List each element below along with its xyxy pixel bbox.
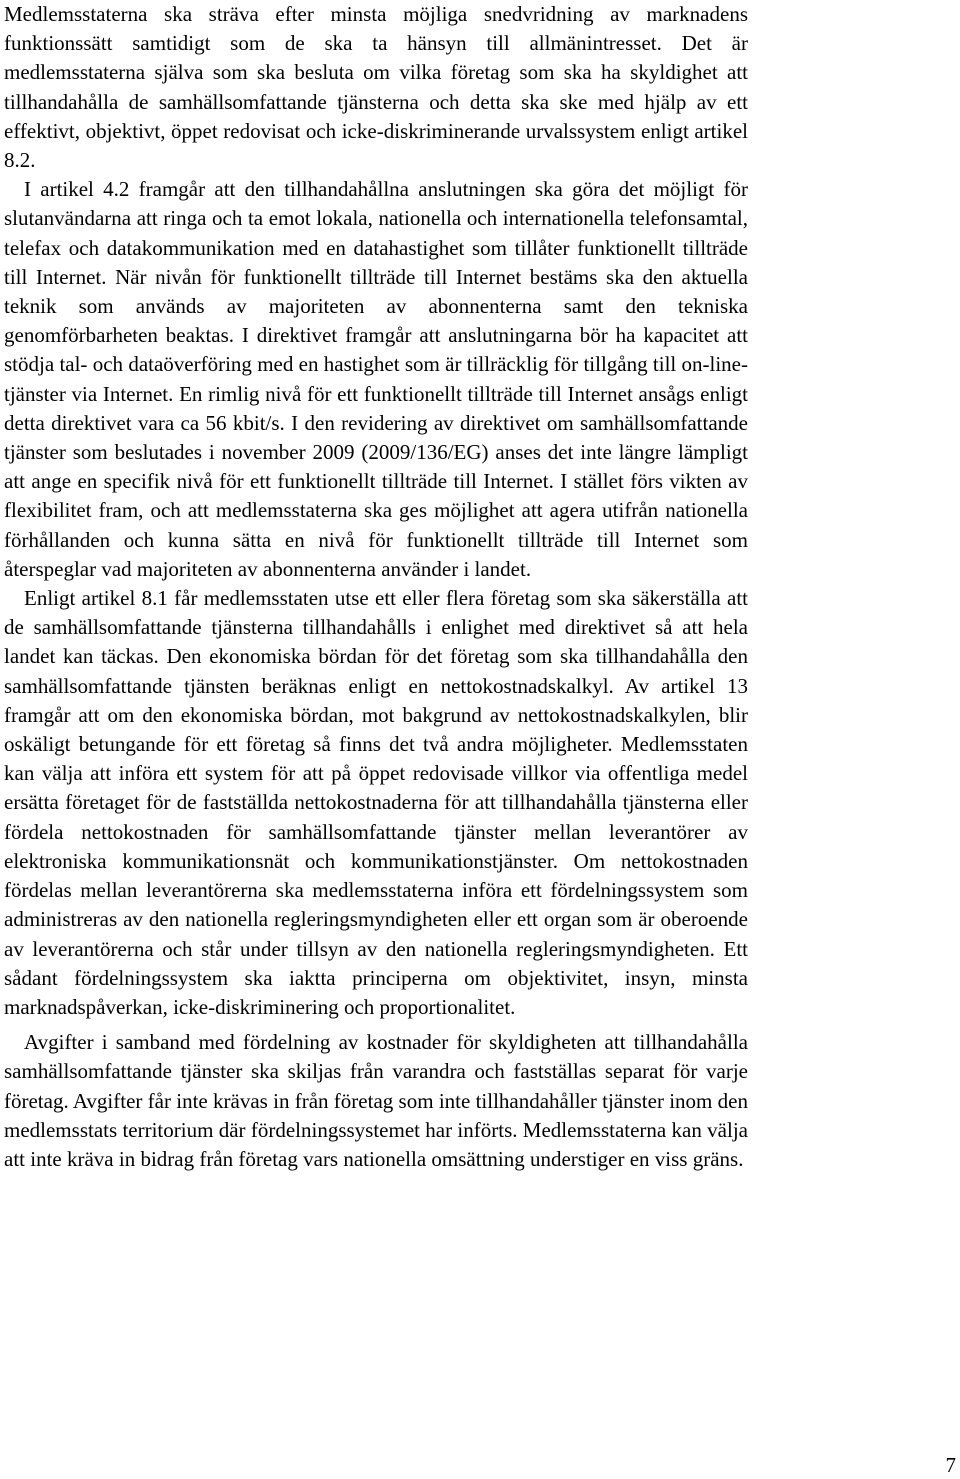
document-body (4, 0, 748, 1174)
paragraph-intro: Medlemsstaterna ska sträva efter minsta möjliga snedvridning av marknadens funktionssätt samtidigt som de ska ta hänsyn till allmänintresset. Det är medlemsstaterna själva som ska besluta om vilka företag som ska ha skyldighet att tillhandahålla de samhällsomfattande tjänsterna och detta ska ske med hjälp av ett effektivt, objektivt, öppet redovisat och icke-diskriminerande urvalssystem enligt artikel 8.2. (4, 2, 748, 173)
page-number: 7 (945, 1453, 956, 1477)
paragraph-article-8-1: Enligt artikel 8.1 får medlemsstaten utse ett eller flera företag som ska säkerställa att de samhällsomfattande tjänsterna tillhandahålls i enlighet med direktivet så att hela landet kan täckas. Den ekonomiska bördan för det företag som ska tillhandahålla den samhällsomfattande tjänsten beräknas enligt en nettokostnadskalkyl. Av artikel 13 framgår att om den ekonomiska bördan, mot bakgrund av nettokostnadskalkylen, blir oskäligt betungande för ett företag så finns det två andra möjligheter. Medlemsstaten kan välja att införa ett system för att på öppet redovisade villkor via offentliga medel ersätta företaget för de fastställda nettokostnaderna för att tillhandahålla tjänsterna eller fördela nettokostnaden för samhällsomfattande tjänster mellan leverantörer av elektroniska kommunikationsnät och kommunikationstjänster. Om nettokostnaden fördelas mellan leverantörerna ska medlemsstaterna införa ett fördelningssystem som administreras av den nationella regleringsmyndigheten eller ett organ som är oberoende av leverantörerna och står under tillsyn av den nationella regleringsmyndigheten. Ett sådant fördelningssystem ska iaktta principerna om objektivitet, insyn, minsta marknadspåverkan, icke-diskriminering och proportionalitet. (4, 586, 748, 1019)
paragraph-avgifter: Avgifter i samband med fördelning av kostnader för skyldigheten att tillhandahålla samhällsomfattande tjänster ska skiljas från varandra och fastställas separat för varje företag. Avgifter får inte krävas in från företag som inte tillhandahåller tjänster inom den medlemsstats territorium där fördelningssystemet har införts. Medlemsstaterna kan välja att inte kräva in bidrag från företag vars nationella omsättning understiger en viss gräns. (4, 1030, 748, 1171)
paragraph-article-4-2: I artikel 4.2 framgår att den tillhandahållna anslutningen ska göra det möjligt för slutanvändarna att ringa och ta emot lokala, nationella och internationella telefonsamtal, telefax och datakommunikation med en datahastighet som tillåter funktionellt tillträde till Internet. När nivån för funktionellt tillträde till Internet bestäms ska den aktuella teknik som används av majoriteten av abonnenterna samt den tekniska genomförbarheten beaktas. I direktivet framgår att anslutningarna bör ha kapacitet att stödja tal- och dataöverföring med en hastighet som är tillräcklig för tillgång till on-line-tjänster via Internet. En rimlig nivå för ett funktionellt tillträde till Internet ansågs enligt detta direktivet vara ca 56 kbit/s. I den revidering av direktivet om samhällsomfattande tjänster som beslutades i november 2009 (2009/136/EG) anses det inte längre lämpligt att ange en specifik nivå för ett funktionellt tillträde till Internet. I stället förs vikten av flexibilitet fram, och att medlemsstaterna ska ges möjlighet att agera utifrån nationella förhållanden och kunna sätta en nivå för funktionellt tillträde till Internet som återspeglar vad majoriteten av abonnenterna använder i landet. (4, 177, 748, 581)
